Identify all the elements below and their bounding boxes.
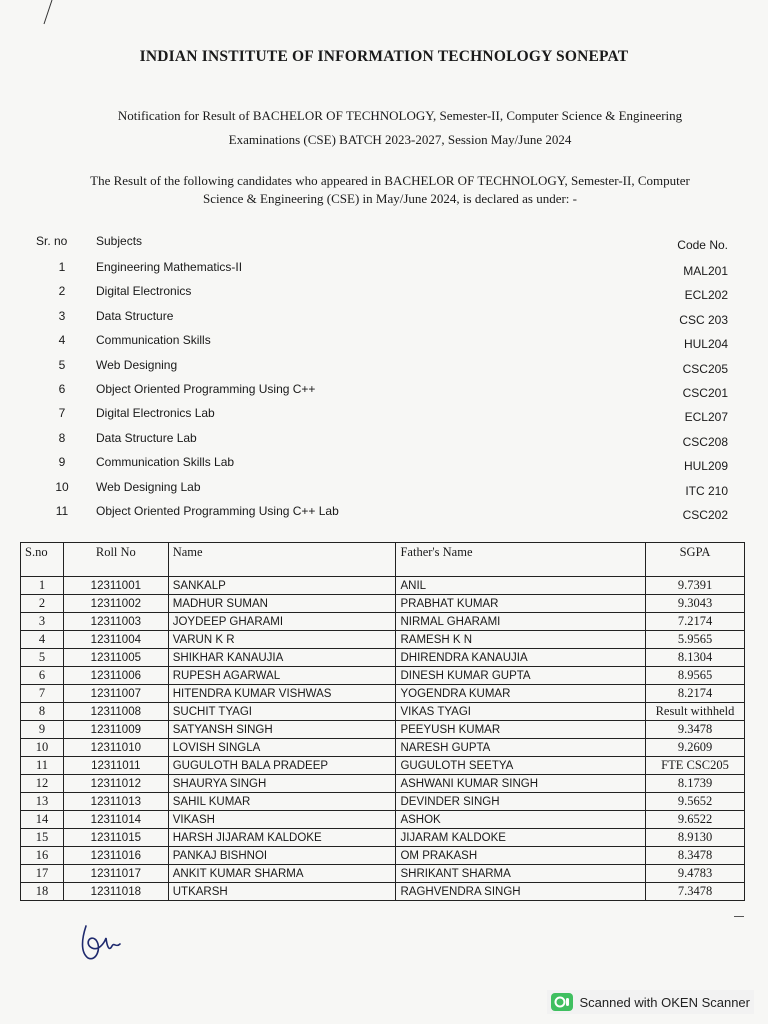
row-sno: 16 [21,847,64,865]
subject-code: MAL201 [683,264,728,278]
row-roll-no: 12311003 [63,613,168,631]
subject-row [0,309,768,329]
row-name: SHAURYA SINGH [168,775,396,793]
table-row [21,667,745,685]
row-fathers-name: ANIL [396,577,646,595]
oken-scanner-logo-icon [551,993,573,1011]
row-sno: 1 [21,577,64,595]
table-row [21,721,745,739]
subject-row [0,358,768,378]
row-sno: 5 [21,649,64,667]
results-body [21,577,745,901]
row-roll-no: 12311010 [63,739,168,757]
row-sgpa: 5.9565 [646,631,745,649]
row-fathers-name: DINESH KUMAR GUPTA [396,667,646,685]
subject-code: CSC201 [682,386,728,400]
subject-sr: 11 [55,504,69,518]
row-fathers-name: YOGENDRA KUMAR [396,685,646,703]
subject-row [0,504,768,524]
row-sno: 11 [21,757,64,775]
row-sno: 8 [21,703,64,721]
row-fathers-name: ASHWANI KUMAR SINGH [396,775,646,793]
row-sgpa: 9.5652 [646,793,745,811]
results-header-row [21,543,745,577]
row-name: LOVISH SINGLA [168,739,396,757]
row-roll-no: 12311013 [63,793,168,811]
row-sgpa: 8.3478 [646,847,745,865]
row-sno: 12 [21,775,64,793]
subject-code: HUL204 [683,337,728,352]
intro-line-1: The Result of the following candidates who appeared in BACHELOR OF TECHNOLOGY, Semester-II, Computer [90,173,690,188]
row-sgpa: 7.3478 [646,883,745,901]
subject-row [0,260,768,280]
row-sno: 18 [21,883,64,901]
subject-sr: 10 [55,479,69,494]
intro-line-2: Science & Engineering (CSE) in May/June 2024, is declared as under: - [202,191,577,206]
row-fathers-name: RAGHVENDRA SINGH [396,883,646,901]
row-name: VIKASH [168,811,396,829]
row-name: SANKALP [168,577,396,595]
subject-code: HUL209 [683,459,728,474]
subject-name: Communication Skills [96,333,211,348]
row-roll-no: 12311007 [63,685,168,703]
subject-name: Data Structure [96,308,174,323]
table-row [21,595,745,613]
table-row [21,829,745,847]
row-fathers-name: NARESH GUPTA [396,739,646,757]
notification-line-1: Notification for Result of BACHELOR OF TECHNOLOGY, Semester-II, Computer Science & Engineering [117,108,683,123]
row-roll-no: 12311011 [63,757,168,775]
row-fathers-name: DHIRENDRA KANAUJIA [396,649,646,667]
row-name: VARUN K R [168,631,396,649]
subject-code: ITC 210 [685,483,728,498]
row-name: GUGULOTH BALA PRADEEP [168,757,396,775]
subject-code: CSC 203 [679,312,728,327]
table-row [21,883,745,901]
row-fathers-name: ASHOK [396,811,646,829]
subject-sr: 8 [58,430,66,445]
subject-name: Data Structure Lab [96,430,197,445]
row-sno: 14 [21,811,64,829]
row-name: MADHUR SUMAN [168,595,396,613]
table-row [21,847,745,865]
notification-heading [40,104,760,152]
subject-code: CSC205 [682,361,728,376]
row-roll-no: 12311018 [63,883,168,901]
header-sgpa: SGPA [646,543,745,577]
row-sno: 6 [21,667,64,685]
row-name: SAHIL KUMAR [168,793,396,811]
row-sgpa: Result withheld [646,703,745,721]
page-title: INDIAN INSTITUTE OF INFORMATION TECHNOLOGY SONEPAT [139,48,629,65]
table-row [21,631,745,649]
row-sno: 15 [21,829,64,847]
subject-sr: 2 [58,284,66,299]
table-row [21,739,745,757]
row-sno: 7 [21,685,64,703]
subject-code: ECL207 [684,410,728,425]
row-sno: 3 [21,613,64,631]
table-row [21,685,745,703]
row-roll-no: 12311012 [63,775,168,793]
intro-paragraph [40,172,740,208]
table-row [21,703,745,721]
row-sgpa: 8.9565 [646,667,745,685]
row-sgpa: FTE CSC205 [646,757,745,775]
header-fathers-name: Father's Name [396,543,646,577]
subject-code: ECL202 [684,288,728,303]
row-sno: 13 [21,793,64,811]
table-row [21,811,745,829]
row-roll-no: 12311006 [63,667,168,685]
row-fathers-name: DEVINDER SINGH [396,793,646,811]
row-sgpa: 9.6522 [646,811,745,829]
table-row [21,577,745,595]
row-sno: 10 [21,739,64,757]
subject-row [0,480,768,500]
subject-sr: 5 [58,357,66,372]
subject-code: CSC208 [682,434,728,449]
row-sgpa: 8.1739 [646,775,745,793]
row-roll-no: 12311014 [63,811,168,829]
table-row [21,613,745,631]
scan-mark-stroke [30,0,70,30]
subject-row [0,333,768,353]
row-fathers-name: SHRIKANT SHARMA [396,865,646,883]
row-name: JOYDEEP GHARAMI [168,613,396,631]
row-fathers-name: JIJARAM KALDOKE [396,829,646,847]
header-sno: S.no [21,543,64,577]
subject-sr: 4 [58,333,66,348]
row-fathers-name: OM PRAKASH [396,847,646,865]
notification-line-2: Examinations (CSE) BATCH 2023-2027, Session May/June 2024 [228,132,572,147]
row-roll-no: 12311004 [63,631,168,649]
row-name: RUPESH AGARWAL [168,667,396,685]
row-sno: 4 [21,631,64,649]
table-row [21,649,745,667]
table-row [21,757,745,775]
row-sgpa: 9.3478 [646,721,745,739]
row-sgpa: 7.2174 [646,613,745,631]
table-row [21,775,745,793]
row-sgpa: 9.3043 [646,595,745,613]
row-roll-no: 12311017 [63,865,168,883]
subject-name: Digital Electronics Lab [96,406,215,421]
row-roll-no: 12311016 [63,847,168,865]
subject-name: Communication Skills Lab [96,455,235,470]
subject-sr: 3 [58,308,66,323]
subject-row [0,382,768,402]
header-name: Name [168,543,396,577]
scanner-watermark [547,990,754,1014]
subject-name: Object Oriented Programming Using C++ Lab [96,504,339,518]
row-sgpa: 8.2174 [646,685,745,703]
row-sgpa: 9.2609 [646,739,745,757]
row-name: HITENDRA KUMAR VISHWAS [168,685,396,703]
subject-row [0,431,768,451]
row-roll-no: 12311015 [63,829,168,847]
row-sno: 9 [21,721,64,739]
row-fathers-name: PRABHAT KUMAR [396,595,646,613]
scanner-text: Scanned with OKEN Scanner [579,994,750,1010]
row-name: ANKIT KUMAR SHARMA [168,865,396,883]
row-roll-no: 12311001 [63,577,168,595]
margin-dash [734,916,744,917]
row-sno: 17 [21,865,64,883]
subjects-header-name: Subjects [96,234,143,248]
row-roll-no: 12311002 [63,595,168,613]
results-table [20,542,745,901]
row-roll-no: 12311009 [63,721,168,739]
subject-sr: 6 [58,382,66,396]
row-fathers-name: NIRMAL GHARAMI [396,613,646,631]
subject-name: Digital Electronics [96,284,192,299]
signature-mark [76,918,126,966]
row-name: SATYANSH SINGH [168,721,396,739]
row-fathers-name: VIKAS TYAGI [396,703,646,721]
row-fathers-name: RAMESH K N [396,631,646,649]
row-sno: 2 [21,595,64,613]
row-name: SUCHIT TYAGI [168,703,396,721]
row-name: PANKAJ BISHNOI [168,847,396,865]
subject-name: Object Oriented Programming Using C++ [96,382,316,396]
subject-name: Web Designing [96,357,178,372]
row-sgpa: 8.9130 [646,829,745,847]
row-roll-no: 12311008 [63,703,168,721]
row-name: UTKARSH [168,883,396,901]
subject-row [0,455,768,475]
subject-sr: 9 [58,455,66,470]
row-sgpa: 9.7391 [646,577,745,595]
subjects-header-code: Code No. [677,238,728,252]
table-row [21,793,745,811]
subject-sr: 1 [58,260,66,274]
table-row [21,865,745,883]
row-name: HARSH JIJARAM KALDOKE [168,829,396,847]
subjects-header-sr: Sr. no [36,234,68,248]
row-sgpa: 9.4783 [646,865,745,883]
header-roll-no: Roll No [63,543,168,577]
subject-row [0,284,768,304]
row-roll-no: 12311005 [63,649,168,667]
subject-sr: 7 [58,406,66,421]
subject-row [0,406,768,426]
subject-name: Engineering Mathematics-II [96,260,243,274]
subjects-header-row [0,234,768,254]
row-fathers-name: GUGULOTH SEETYA [396,757,646,775]
row-fathers-name: PEEYUSH KUMAR [396,721,646,739]
subject-code: CSC202 [682,508,728,522]
row-sgpa: 8.1304 [646,649,745,667]
row-name: SHIKHAR KANAUJIA [168,649,396,667]
subject-name: Web Designing Lab [96,479,201,494]
